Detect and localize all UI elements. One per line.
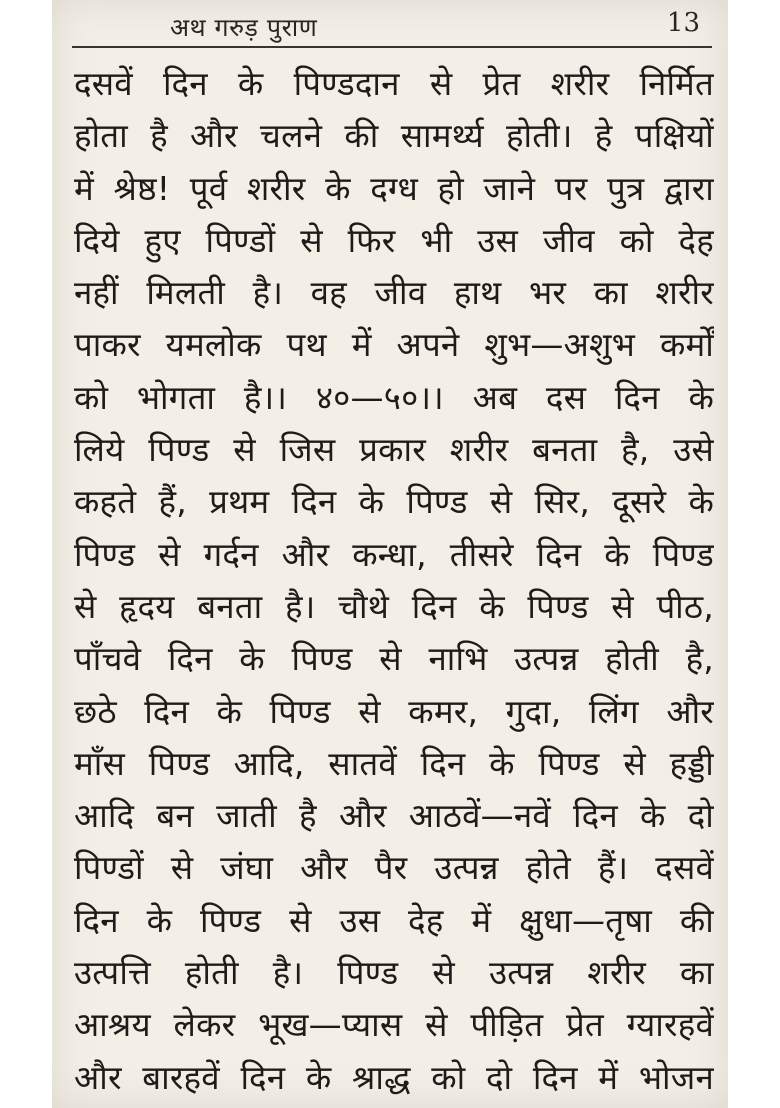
page-header	[52, 0, 728, 48]
text-line: कहते हैं, प्रथम दिन के पिण्ड से सिर, दूसरे के	[74, 482, 714, 522]
text-line: आदि बन जाती है और आठवें—नवें दिन के दो	[74, 796, 714, 836]
text-line: और बारहवें दिन के श्राद्ध को दो दिन में भोजन	[74, 1057, 714, 1097]
text-line: आश्रय लेकर भूख—प्यास से पीड़ित प्रेत ग्यारहवें	[74, 1005, 714, 1045]
text-line: दिन के पिण्ड से उस देह में क्षुधा—तृषा की	[74, 900, 714, 940]
text-line: पिण्डों से जंघा और पैर उत्पन्न होते हैं। दसवें	[74, 848, 714, 888]
text-line: से हृदय बनता है। चौथे दिन के पिण्ड से पीठ,	[74, 586, 714, 626]
text-line: छठे दिन के पिण्ड से कमर, गुदा, लिंग और	[74, 691, 714, 731]
text-line: लिये पिण्ड से जिस प्रकार शरीर बनता है, उसे	[74, 430, 714, 470]
text-line: उत्पत्ति होती है। पिण्ड से उत्पन्न शरीर का	[74, 953, 714, 993]
text-line: पिण्ड से गर्दन और कन्धा, तीसरे दिन के पिण्ड	[74, 534, 714, 574]
text-line: को भोगता है।। ४०—५०।। अब दस दिन के	[74, 377, 714, 417]
text-line: माँस पिण्ड आदि, सातवें दिन के पिण्ड से हड्डी	[74, 743, 714, 783]
text-line: होता है और चलने की सामर्थ्य होती। हे पक्षियों	[74, 116, 714, 156]
text-line: पाँचवे दिन के पिण्ड से नाभि उत्पन्न होती है,	[74, 639, 714, 679]
header-rule	[72, 46, 712, 48]
running-title: अथ गरुड़ पुराण	[170, 13, 318, 42]
page-number: 13	[666, 8, 700, 38]
book-page	[52, 0, 728, 1108]
text-line: दसवें दिन के पिण्डदान से प्रेत शरीर निर्मित	[74, 64, 714, 103]
text-line: नहीं मिलती है। वह जीव हाथ भर का शरीर	[74, 273, 714, 313]
text-line: दिये हुए पिण्डों से फिर भी उस जीव को देह	[74, 220, 714, 260]
text-line: पाकर यमलोक पथ में अपने शुभ—अशुभ कर्मों	[74, 325, 714, 365]
text-line: में श्रेष्ठ! पूर्व शरीर के दग्ध हो जाने पर पुत्र द्वारा	[74, 168, 714, 208]
body-text	[74, 58, 714, 1104]
